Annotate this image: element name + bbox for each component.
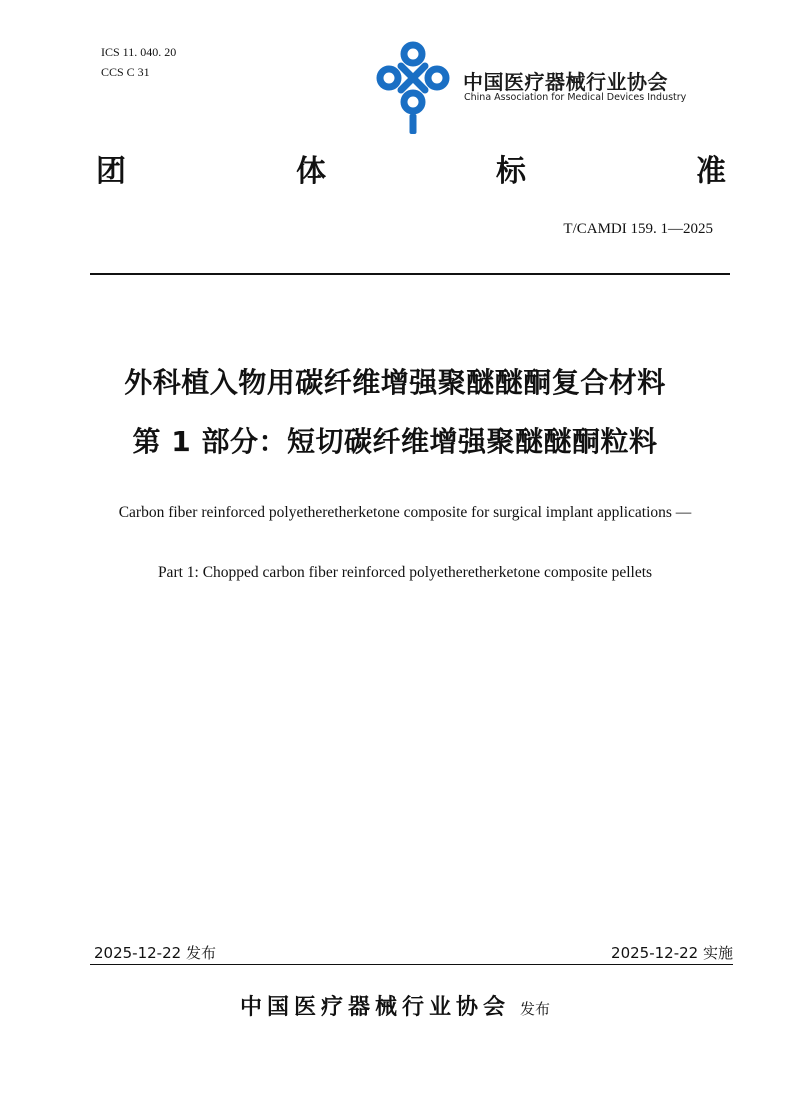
publisher-name: 中国医疗器械行业协会 [239,995,510,1020]
publisher-line [0,990,790,1021]
ccs-code: CCS C 31 [101,65,150,79]
title-en-line-2: Part 1: Chopped carbon fiber reinforced polyetheretherketone composite pellets [157,564,653,581]
standard-number: T/CAMDI 159. 1—2025 [563,221,713,237]
standard-type-char: 团 [96,154,126,189]
ics-code: ICS 11. 040. 20 [101,45,177,59]
publish-date: 2025-12-22 发布 [94,944,216,962]
cmdi-knot-logo-icon [372,40,454,138]
publisher-action: 发布 [520,1000,551,1018]
header-divider [90,273,730,275]
implementation-date: 2025-12-22 实施 [611,944,733,962]
classification-codes [101,42,176,82]
organization-name-en: China Association for Medical Devices Industry [464,92,687,103]
footer-divider [90,964,733,965]
title-en-line-1: Carbon fiber reinforced polyetheretherketone composite for surgical implant applications — [118,504,692,521]
standard-type-char: 标 [496,154,526,189]
title-cn-line-2: 第 1 部分：短切碳纤维增强聚醚醚酮粒料 [132,425,658,458]
organization-name-cn: 中国医疗器械行业协会 [463,70,668,94]
title-cn-line-1: 外科植入物用碳纤维增强聚醚醚酮复合材料 [124,366,666,399]
standard-type-char: 体 [296,154,326,189]
standard-type-heading [96,146,726,190]
standard-type-char: 准 [696,154,726,189]
